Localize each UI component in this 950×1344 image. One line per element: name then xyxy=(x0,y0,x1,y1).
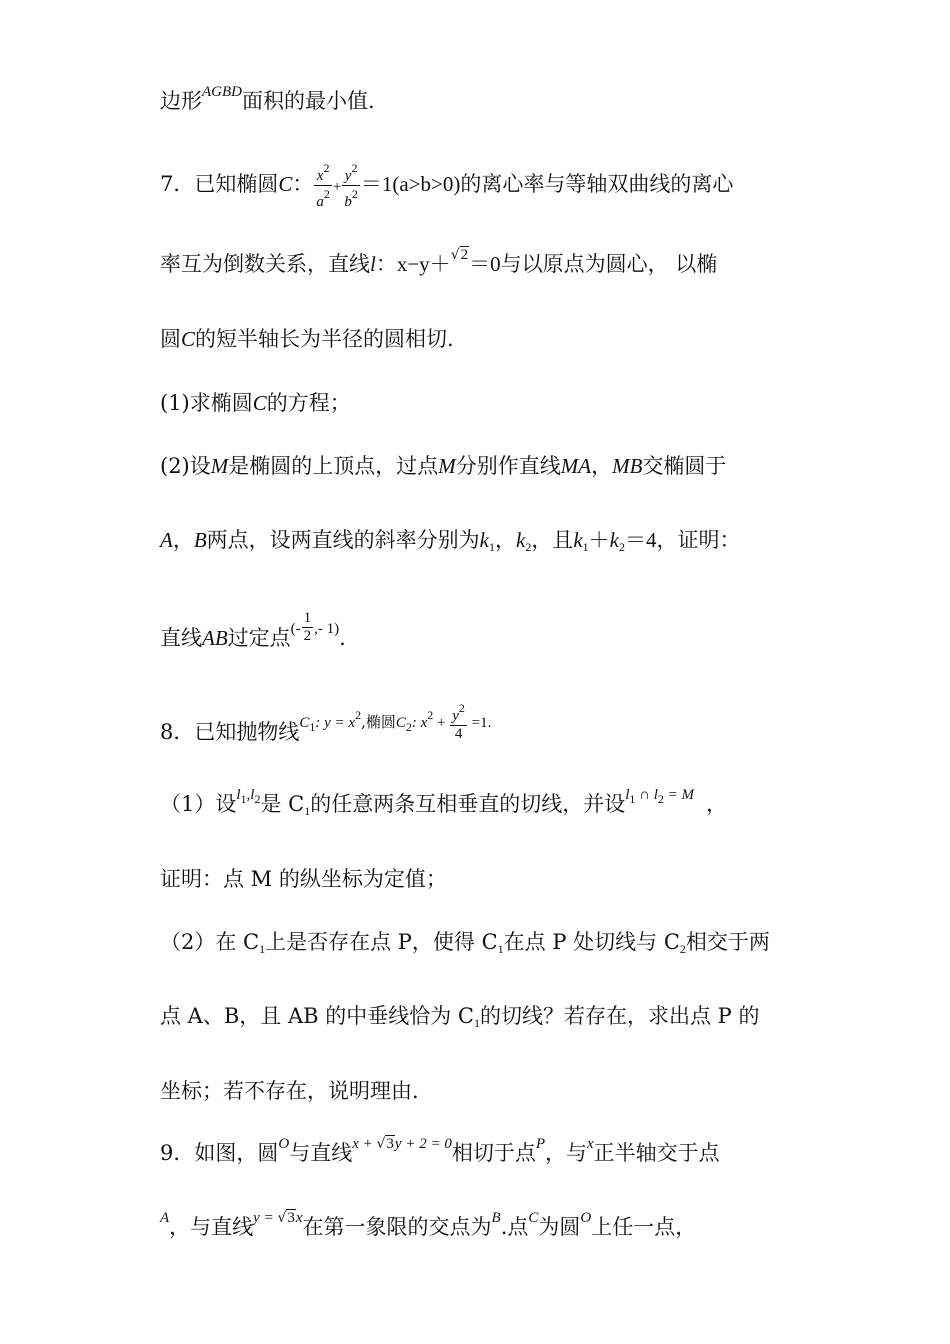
quad-AGBD: AGBD xyxy=(202,84,242,100)
problem7-line3: 圆C的短半轴长为半径的圆相切. xyxy=(160,327,454,351)
problem8-part2-line3: 坐标；若不存在，说明理由. xyxy=(160,1079,419,1103)
problem8-line1: 8．已知抛物线$C_1$: $y = x^2$,椭圆$C_2$: $x^2$ + $\frac{y^2}{4}$ =1. xyxy=(160,701,492,744)
problem8-part1-line2: 证明：点 M 的纵坐标为定值； xyxy=(160,867,447,891)
problem7-part1: (1)求椭圆C的方程； xyxy=(160,391,351,415)
problem9-line1: 9．如图，圆$^O$与直线x + √3y + 2 = 0相切于点$^P$，与$^x$正半轴交于点 xyxy=(160,1136,720,1165)
problem8-part2-line2: 点 A、B，且 AB 的中垂线恰为 $C_1$的切线？若存在，求出点 P 的 xyxy=(160,1004,760,1030)
sqrt-2: √2 xyxy=(450,247,469,263)
problem9-line2: $^A$，与直线y = √3x在第一象限的交点为$^B$.点$^C$为圆$^O$上任一点， xyxy=(160,1210,697,1239)
problem8-part1-line1: （1）设$l_1,l_2$是 $C_1$的任意两条互相垂直的切线，并设$l_1$ ∩ $l_2 = M$ ， xyxy=(160,787,728,818)
fraction-y2-b2: $\frac{y^2}{b^2}$ xyxy=(344,161,358,210)
problem7-part2-line2: A，B两点，设两直线的斜率分别为$k_1$，$k_2$，且$k_1+k_2=4$，证明： xyxy=(160,528,741,554)
problem7-line2: 率互为倒数关系，直线l：x−y＋√2＝0与以原点为圆心， 以椭 xyxy=(160,249,717,282)
problem7-line1: 7．已知椭圆C： $\frac{x^2}{a^2}$ + $\frac{y^2}{b^2}$ ＝1(a>b>0)的离心率与等轴双曲线的离心 xyxy=(160,161,734,210)
fraction-x2-a2: $\frac{x^2}{a^2}$ xyxy=(316,161,330,210)
problem7-part2-line1: (2)设M是椭圆的上顶点，过点M分别作直线MA，MB交椭圆于 xyxy=(160,454,727,478)
fraction-y2-4: $\frac{y^2}{4}$ xyxy=(452,701,465,742)
fraction-one-half: $\frac{1}{2}$ xyxy=(303,610,312,644)
problem7-part2-line3: 直线AB过定点(- $\frac{1}{2}$ $^{,- 1)}$. xyxy=(160,610,346,650)
problem6-tail: 边形$^{AGBD}$面积的最小值. xyxy=(160,84,375,113)
problem8-part2-line1: （2）在 $C_1$上是否存在点 P，使得 $C_1$在点 P 处切线与 $C_2$相交于两 xyxy=(160,930,770,956)
